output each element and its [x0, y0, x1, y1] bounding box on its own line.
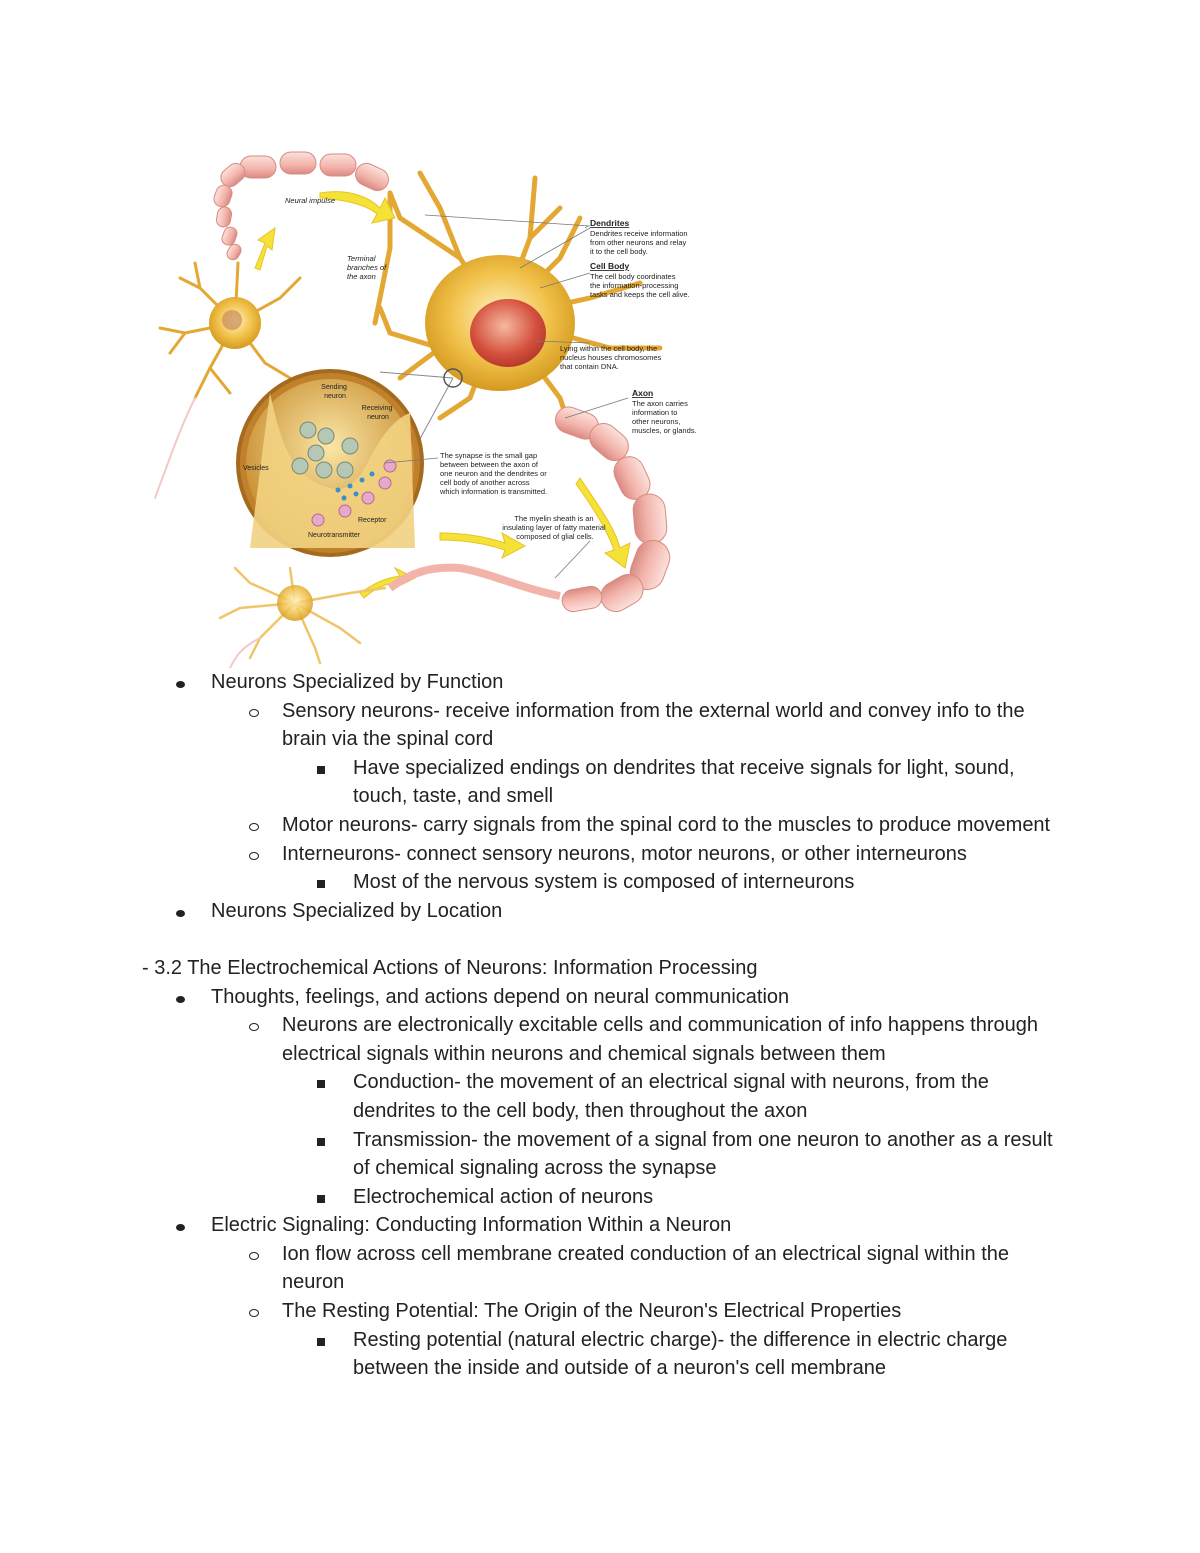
cell-body-title: Cell Body [590, 261, 630, 271]
list-item [0, 1183, 1073, 1212]
synapse-description: The synapse is the small gap between between the axon of one neuron and the dendrites or cell body of another across which information is transmitted. [440, 451, 548, 496]
list-item-text: Have specialized endings on dendrites that receive signals for light, sound, touch, taste, and smell [353, 756, 1015, 808]
square-bullet-icon [317, 1183, 325, 1212]
myelin-description: The myelin sheath is an insulating layer of fatty material composed of glial cells. [502, 514, 606, 541]
neuron-diagram [140, 148, 710, 668]
list-item [0, 1297, 1072, 1326]
terminal-branches-label: Terminal branches of the axon [347, 254, 387, 281]
list-item [0, 897, 1071, 926]
list-item-text: The Resting Potential: The Origin of the Neuron's Electrical Properties [282, 1300, 902, 1323]
list-item [0, 754, 1073, 811]
neural-impulse-label: Neural impulse [285, 196, 336, 205]
axon-title: Axon [632, 388, 654, 398]
list-item [0, 840, 1072, 869]
circle-bullet-icon [249, 1240, 259, 1269]
sending-neuron-label: Sending neuron [321, 384, 347, 400]
list-item-text: Motor neurons- carry signals from the spinal cord to the muscles to produce movement [282, 813, 1051, 836]
bullet-icon [176, 897, 185, 926]
list-item-text: Neurons are electronically excitable cells and communication of info happens through electrical signals within neurons and chemical signals between them [282, 1014, 1038, 1065]
circle-bullet-icon [249, 840, 259, 869]
square-bullet-icon [317, 1326, 325, 1355]
list-item [0, 1240, 1072, 1297]
list-item [0, 697, 1072, 754]
list-item [0, 1126, 1073, 1183]
list-item [0, 868, 1073, 897]
neurotransmitter-label: Neurotransmitter [308, 532, 361, 539]
list-item [0, 1326, 1073, 1383]
list-item-text: Sensory neurons- receive information from the external world and convey info to the brain via the spinal cord [282, 699, 1025, 751]
circle-bullet-icon [249, 811, 259, 840]
outline-electrochemical [0, 983, 1200, 1383]
section-heading: - 3.2 The Electrochemical Actions of Neurons: Information Processing [142, 956, 758, 979]
list-item-text: Neurons Specialized by Location [211, 899, 503, 922]
list-item-text: Electrochemical action of neurons [353, 1185, 654, 1208]
bullet-icon [176, 983, 185, 1012]
list-item [0, 1211, 1071, 1240]
list-item-text: Most of the nervous system is composed of interneurons [353, 871, 855, 894]
list-item-text: Ion flow across cell membrane created conduction of an electrical signal within the neuron [282, 1242, 1010, 1294]
circle-bullet-icon [249, 1011, 259, 1040]
list-item [0, 668, 1071, 697]
list-item-text: Electric Signaling: Conducting Information Within a Neuron [211, 1214, 732, 1237]
list-item-text: Interneurons- connect sensory neurons, motor neurons, or other interneurons [282, 842, 967, 865]
outline-neuron-types [0, 668, 1200, 925]
notes-body [0, 668, 1200, 1383]
list-item-text: Thoughts, feelings, and actions depend on neural communication [211, 985, 790, 1008]
lower-axon [552, 403, 675, 617]
bullet-icon [176, 1211, 185, 1240]
dendrites-description: Dendrites receive information from other neurons and relay it to the cell body. [590, 229, 688, 256]
axon-description: The axon carries information to other neurons, muscles, or glands. [632, 399, 697, 435]
square-bullet-icon [317, 754, 325, 783]
list-item-text: Conduction- the movement of an electrical signal with neurons, from the dendrites to the cell body, then throughout the axon [353, 1071, 989, 1122]
nucleus-description: Lying within the cell body, the nucleus houses chromosomes that contain DNA. [560, 344, 662, 371]
list-item-text: Transmission- the movement of a signal from one neuron to another as a result of chemical signaling across the synapse [353, 1128, 1053, 1180]
list-item-text: Neurons Specialized by Function [211, 671, 504, 693]
square-bullet-icon [317, 1126, 325, 1155]
list-item [0, 1011, 1072, 1068]
square-bullet-icon [317, 868, 325, 897]
cell-body-description: The cell body coordinates the information-processing tasks and keeps the cell alive. [590, 272, 690, 299]
receptor-label: Receptor [358, 517, 387, 524]
dendrites-title: Dendrites [590, 218, 630, 228]
receiving-neuron-label: Receiving neuron [361, 405, 393, 421]
list-item [0, 1068, 1073, 1125]
circle-bullet-icon [249, 1297, 259, 1326]
square-bullet-icon [317, 1068, 325, 1097]
bullet-icon [176, 668, 185, 697]
vesicles-label: Vesicles [243, 465, 269, 472]
circle-bullet-icon [249, 697, 259, 726]
list-item-text: Resting potential (natural electric charge)- the difference in electric charge between the inside and outside of a neuron's cell membrane [353, 1328, 1008, 1380]
list-item [0, 811, 1072, 840]
list-item [0, 983, 1071, 1012]
